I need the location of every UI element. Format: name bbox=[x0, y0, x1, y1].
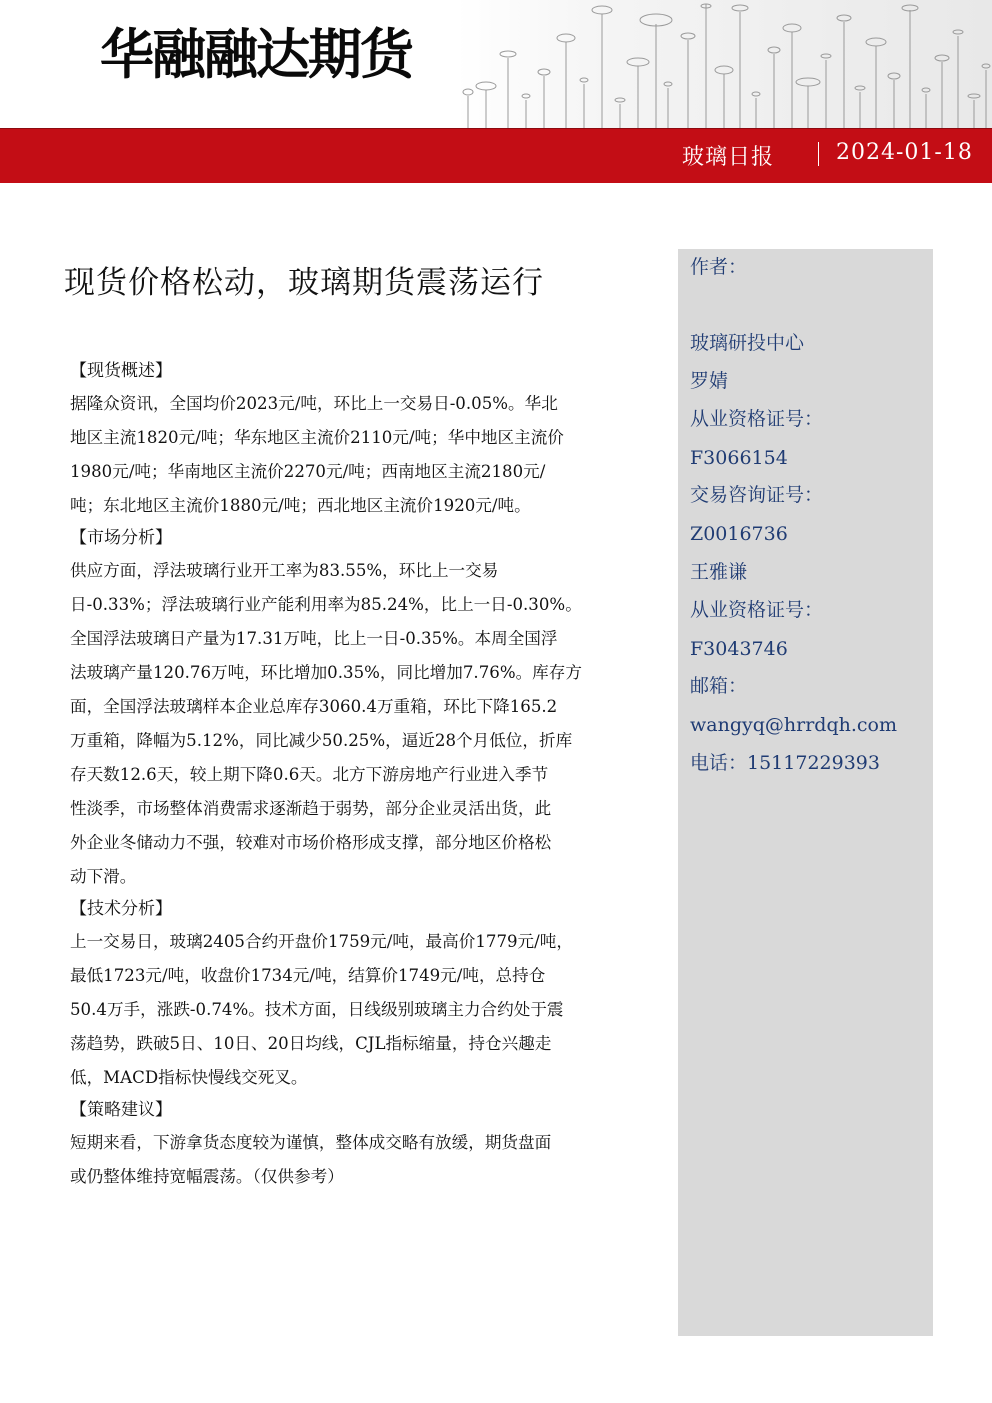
qualification-label: 从业资格证号： bbox=[690, 599, 824, 621]
consulting-label: 交易咨询证号： bbox=[690, 484, 824, 506]
section-paragraph bbox=[70, 1126, 630, 1194]
qualification-number: F3043746 bbox=[690, 638, 788, 660]
paragraph-line: 法玻璃产量120.76万吨，环比增加0.35%，同比增加7.76%。库存方 bbox=[70, 663, 582, 682]
paragraph-line: 动下滑。 bbox=[70, 867, 137, 886]
paragraph-line: 50.4万手，涨跌-0.74%。技术方面，日线级别玻璃主力合约处于震 bbox=[70, 1000, 564, 1019]
paragraph-line: 万重箱，降幅为5.12%，同比减少50.25%，逼近28个月低位，折库 bbox=[70, 731, 573, 750]
paragraph-line: 上一交易日，玻璃2405合约开盘价1759元/吨，最高价1779元/吨， bbox=[70, 932, 573, 951]
paragraph-line: 外企业冬储动力不强，较难对市场价格形成支撑，部分地区价格松 bbox=[70, 833, 552, 852]
email-label: 邮箱： bbox=[690, 675, 748, 697]
paragraph-line: 存天数12.6天，较上期下降0.6天。北方下游房地产行业进入季节 bbox=[70, 765, 549, 784]
header-decoration bbox=[456, 0, 992, 130]
paragraph-line: 全国浮法玻璃日产量为17.31万吨，比上一日-0.35%。本周全国浮 bbox=[70, 629, 558, 648]
section-market bbox=[70, 523, 630, 894]
paragraph-line: 荡趋势，跌破5日、10日、20日均线，CJL指标缩量，持仓兴趣走 bbox=[70, 1034, 552, 1053]
section-spot bbox=[70, 356, 630, 523]
analyst-name: 罗婧 bbox=[690, 370, 729, 392]
paragraph-line: 地区主流1820元/吨；华东地区主流价2110元/吨；华中地区主流价 bbox=[70, 428, 564, 447]
section-title: 【市场分析】 bbox=[70, 528, 172, 548]
report-type: 玻璃日报 bbox=[682, 145, 775, 170]
analyst-name: 王雅谦 bbox=[690, 561, 748, 583]
report-body bbox=[70, 356, 630, 1194]
qualification-label: 从业资格证号： bbox=[690, 408, 824, 430]
section-strategy bbox=[70, 1095, 630, 1194]
section-paragraph bbox=[70, 387, 630, 523]
brand-logo: 华融融达期货 bbox=[100, 23, 412, 86]
author-label: 作者： bbox=[690, 256, 748, 278]
paragraph-line: 吨；东北地区主流价1880元/吨；西北地区主流价1920元/吨。 bbox=[70, 496, 531, 515]
section-title: 【现货概述】 bbox=[70, 361, 172, 381]
department: 玻璃研投中心 bbox=[690, 332, 805, 354]
paragraph-line: 供应方面，浮法玻璃行业开工率为83.55%，环比上一交易 bbox=[70, 561, 499, 580]
section-title: 【技术分析】 bbox=[70, 899, 172, 919]
paragraph-line: 面，全国浮法玻璃样本企业总库存3060.4万重箱，环比下降165.2 bbox=[70, 697, 558, 716]
paragraph-line: 短期来看，下游拿货态度较为谨慎，整体成交略有放缓，期货盘面 bbox=[70, 1133, 552, 1152]
qualification-number: F3066154 bbox=[690, 447, 788, 469]
report-headline: 现货价格松动，玻璃期货震荡运行 bbox=[64, 265, 544, 301]
paragraph-line: 日-0.33%；浮法玻璃行业产能利用率为85.24%，比上一日-0.30%。 bbox=[70, 595, 582, 614]
section-title: 【策略建议】 bbox=[70, 1100, 172, 1120]
banner-divider bbox=[818, 142, 819, 166]
paragraph-line: 1980元/吨；华南地区主流价2270元/吨；西南地区主流2180元/ bbox=[70, 462, 546, 481]
phone-number: 电话：15117229393 bbox=[690, 752, 880, 774]
paragraph-line: 低，MACD指标快慢线交死叉。 bbox=[70, 1068, 308, 1087]
paragraph-line: 据隆众资讯，全国均价2023元/吨，环比上一交易日-0.05%。华北 bbox=[70, 394, 558, 413]
section-paragraph bbox=[70, 925, 630, 1095]
paragraph-line: 最低1723元/吨，收盘价1734元/吨，结算价1749元/吨，总持仓 bbox=[70, 966, 546, 985]
paragraph-line: 或仍整体维持宽幅震荡。（仅供参考） bbox=[70, 1167, 344, 1186]
consulting-number: Z0016736 bbox=[690, 523, 788, 545]
section-paragraph bbox=[70, 554, 630, 894]
email-address[interactable]: wangyq@hrrdqh.com bbox=[690, 714, 897, 736]
paragraph-line: 性淡季，市场整体消费需求逐渐趋于弱势，部分企业灵活出货，此 bbox=[70, 799, 552, 818]
report-date: 2024-01-18 bbox=[836, 140, 973, 165]
section-technical bbox=[70, 894, 630, 1095]
